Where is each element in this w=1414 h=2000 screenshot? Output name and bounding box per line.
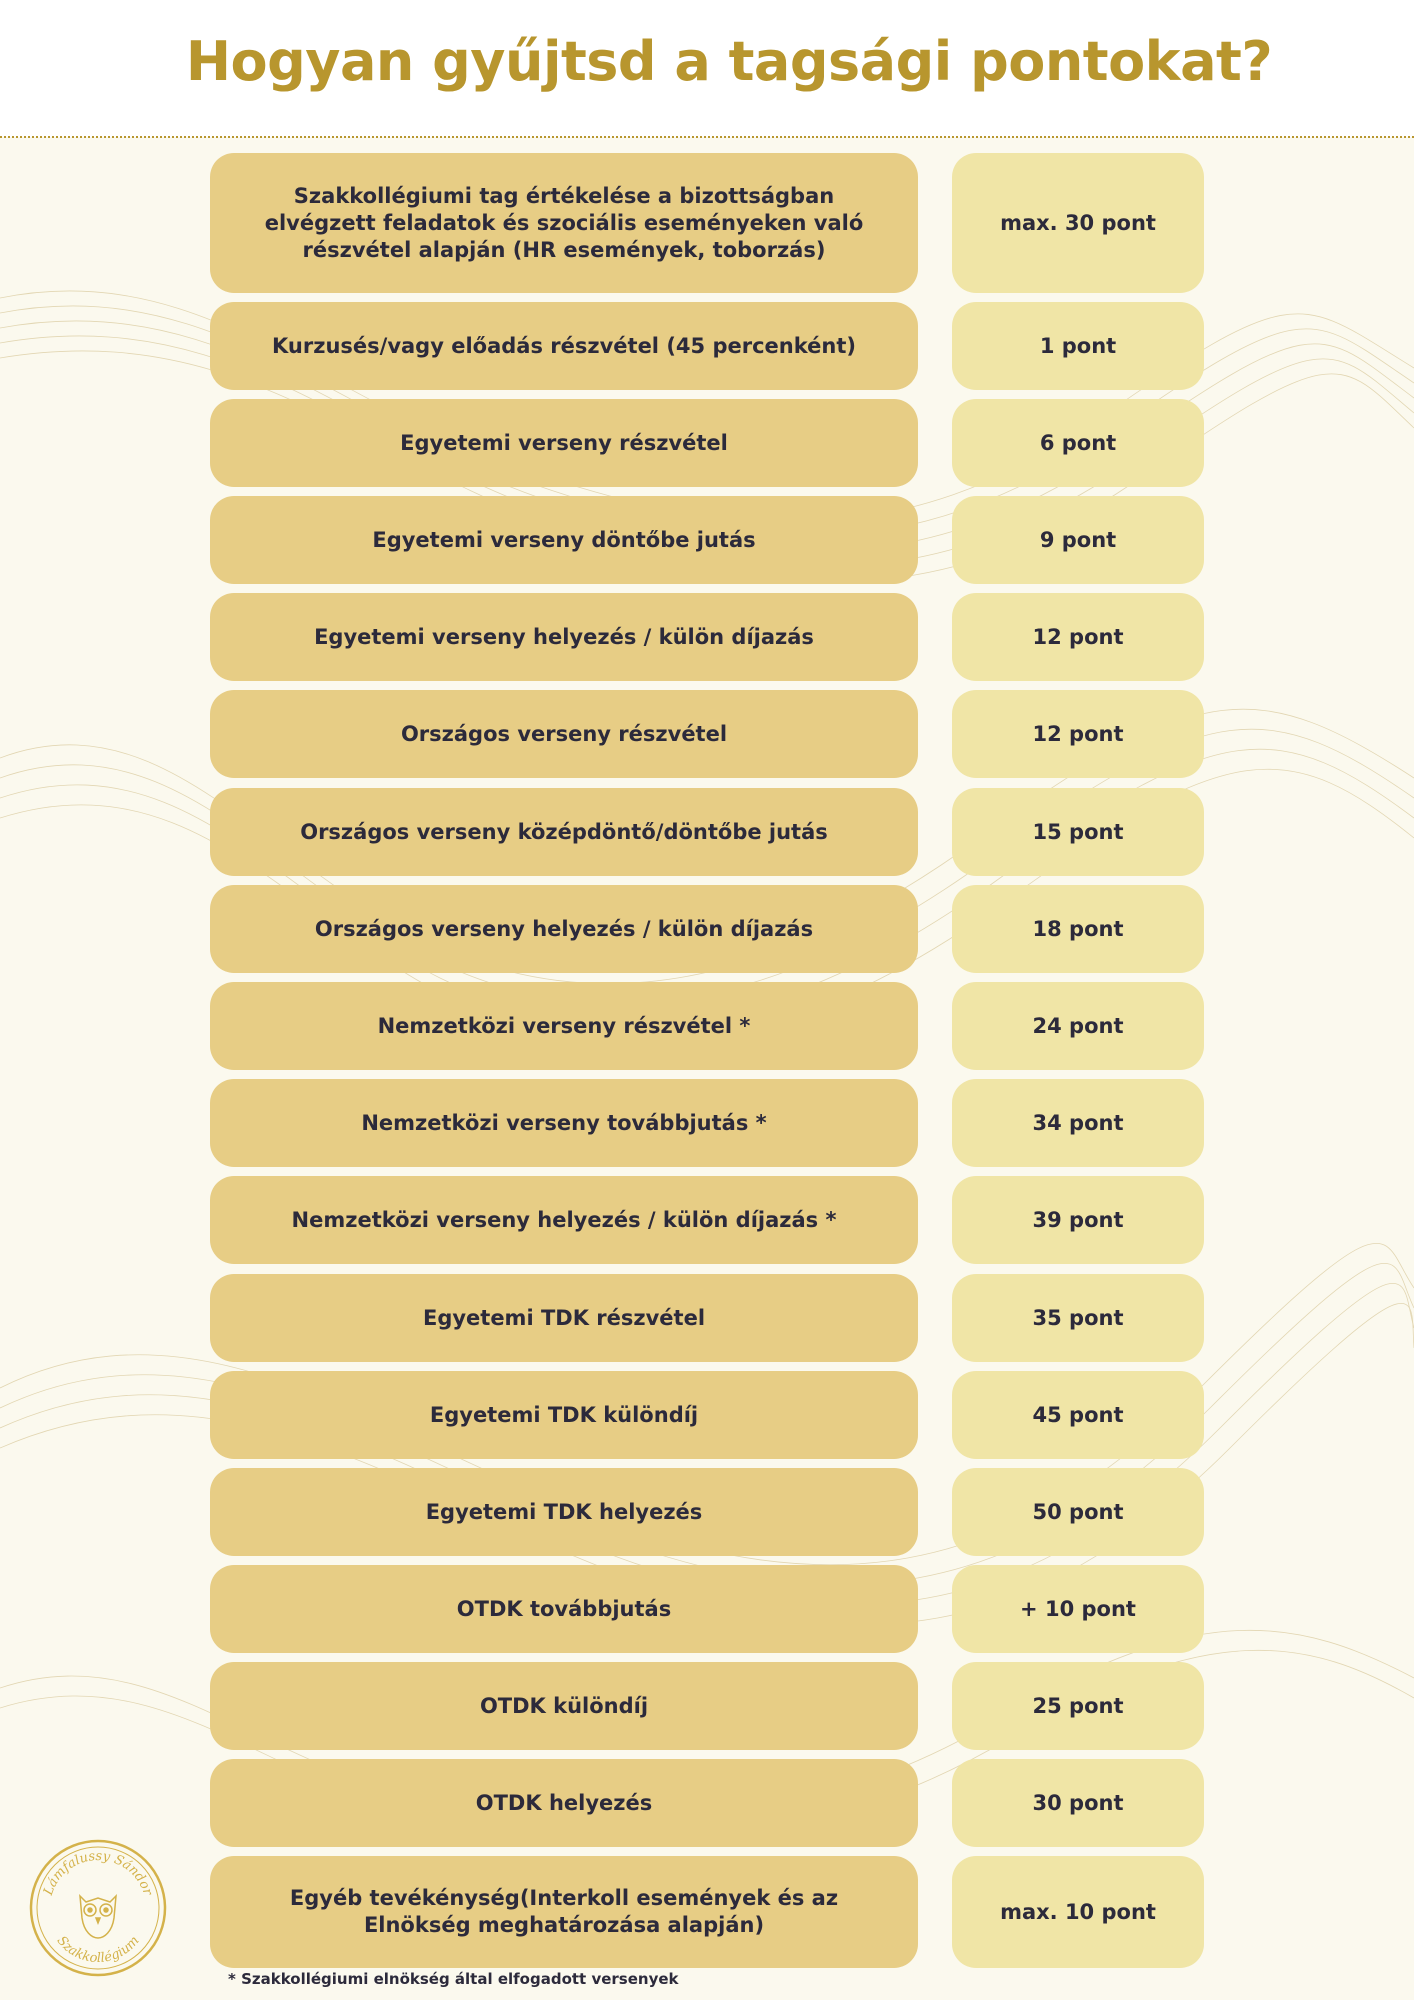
table-row bbox=[0, 1662, 1414, 1750]
activity-cell bbox=[210, 399, 918, 487]
table-row bbox=[0, 593, 1414, 681]
activity-label: Nemzetközi verseny részvétel * bbox=[377, 1013, 751, 1038]
svg-text:Lámfalussy Sándor bbox=[41, 1849, 156, 1898]
points-cell bbox=[952, 690, 1204, 778]
page-title: Hogyan gyűjtsd a tagsági pontokat? bbox=[185, 30, 1273, 93]
owl-icon bbox=[80, 1896, 116, 1938]
points-value: 45 pont bbox=[1032, 1402, 1124, 1427]
activity-cell bbox=[210, 1371, 918, 1459]
activity-cell bbox=[210, 496, 918, 584]
points-value: 50 pont bbox=[1032, 1499, 1124, 1524]
points-value: 15 pont bbox=[1032, 819, 1124, 844]
activity-label: Nemzetközi verseny helyezés / külön díjazás * bbox=[291, 1207, 837, 1232]
points-cell bbox=[952, 1274, 1204, 1362]
activity-label: Egyetemi TDK részvétel bbox=[422, 1305, 706, 1330]
activity-label: Szakkollégiumi tag értékelése a bizottságban elvégzett feladatok és szociális eseményeken való részvétel alapján (HR események, toborzás) bbox=[264, 183, 864, 262]
activity-cell bbox=[210, 1274, 918, 1362]
activity-cell bbox=[210, 885, 918, 973]
activity-cell bbox=[210, 1565, 918, 1653]
table-row bbox=[0, 1468, 1414, 1556]
table-row bbox=[0, 788, 1414, 876]
points-value: 34 pont bbox=[1032, 1110, 1124, 1135]
activity-label: Országos verseny helyezés / külön díjazás bbox=[314, 916, 814, 941]
activity-cell bbox=[210, 1079, 918, 1167]
points-value: 25 pont bbox=[1032, 1693, 1124, 1718]
table-row bbox=[0, 399, 1414, 487]
points-value: 9 pont bbox=[1039, 527, 1117, 552]
table-row bbox=[0, 1176, 1414, 1264]
points-cell bbox=[952, 1079, 1204, 1167]
table-row bbox=[0, 982, 1414, 1070]
table-row bbox=[0, 1856, 1414, 1968]
points-cell bbox=[952, 1371, 1204, 1459]
activity-cell bbox=[210, 690, 918, 778]
table-row bbox=[0, 1759, 1414, 1847]
seal-top-text: Lámfalussy Sándor bbox=[41, 1848, 156, 1898]
activity-label: OTDK különdíj bbox=[479, 1693, 649, 1718]
points-cell bbox=[952, 1856, 1204, 1968]
activity-cell bbox=[210, 593, 918, 681]
points-cell bbox=[952, 1759, 1204, 1847]
points-cell bbox=[952, 1468, 1204, 1556]
points-value: 35 pont bbox=[1032, 1305, 1124, 1330]
activity-label: Egyetemi TDK helyezés bbox=[425, 1499, 703, 1524]
points-value: 6 pont bbox=[1039, 430, 1117, 455]
points-cell bbox=[952, 302, 1204, 390]
activity-cell bbox=[210, 1468, 918, 1556]
table-row bbox=[0, 1274, 1414, 1362]
table-row bbox=[0, 885, 1414, 973]
activity-label: Egyetemi TDK különdíj bbox=[429, 1402, 699, 1427]
points-value: 12 pont bbox=[1032, 721, 1124, 746]
activity-label: Nemzetközi verseny továbbjutás * bbox=[361, 1110, 767, 1135]
points-cell bbox=[952, 399, 1204, 487]
szakkollegium-seal-logo bbox=[28, 1838, 168, 1978]
activity-cell bbox=[210, 1759, 918, 1847]
activity-label: OTDK továbbjutás bbox=[456, 1596, 672, 1621]
points-value: 12 pont bbox=[1032, 624, 1124, 649]
activity-label: OTDK helyezés bbox=[475, 1790, 653, 1815]
activity-cell bbox=[210, 788, 918, 876]
activity-cell bbox=[210, 153, 918, 293]
points-cell bbox=[952, 1662, 1204, 1750]
footnote: * Szakkollégiumi elnökség által elfogadott versenyek bbox=[228, 1970, 679, 1988]
points-value: 24 pont bbox=[1032, 1013, 1124, 1038]
points-value: 18 pont bbox=[1032, 916, 1124, 941]
points-cell bbox=[952, 1565, 1204, 1653]
points-value: 30 pont bbox=[1032, 1790, 1124, 1815]
activity-cell bbox=[210, 1176, 918, 1264]
points-cell bbox=[952, 982, 1204, 1070]
points-value: + 10 pont bbox=[1020, 1596, 1136, 1621]
activity-cell bbox=[210, 982, 918, 1070]
activity-label: Egyetemi verseny döntőbe jutás bbox=[372, 527, 756, 552]
activity-label: Egyetemi verseny helyezés / külön díjazás bbox=[314, 624, 814, 649]
activity-cell bbox=[210, 1662, 918, 1750]
seal-bottom-text: Szakkollégium bbox=[53, 1933, 143, 1967]
points-cell bbox=[952, 1176, 1204, 1264]
activity-label: Országos verseny középdöntő/döntőbe jutás bbox=[300, 819, 828, 844]
table-row bbox=[0, 1565, 1414, 1653]
table-row bbox=[0, 690, 1414, 778]
table-row bbox=[0, 1371, 1414, 1459]
points-value: 1 pont bbox=[1039, 333, 1117, 358]
table-row bbox=[0, 153, 1414, 293]
points-cell bbox=[952, 496, 1204, 584]
activity-cell bbox=[210, 302, 918, 390]
points-value: max. 10 pont bbox=[1000, 1899, 1156, 1924]
points-cell bbox=[952, 593, 1204, 681]
activity-label: Egyéb tevékénység(Interkoll események és az Elnökség meghatározása alapján) bbox=[289, 1886, 839, 1937]
activity-label: Egyetemi verseny részvétel bbox=[400, 430, 728, 455]
table-row bbox=[0, 496, 1414, 584]
activity-cell bbox=[210, 1856, 918, 1968]
points-cell bbox=[952, 788, 1204, 876]
points-cell bbox=[952, 153, 1204, 293]
points-cell bbox=[952, 885, 1204, 973]
table-row bbox=[0, 1079, 1414, 1167]
activity-label: Kurzusés/vagy előadás részvétel (45 percenként) bbox=[272, 333, 856, 358]
points-value: 39 pont bbox=[1032, 1207, 1124, 1232]
points-value: max. 30 pont bbox=[1000, 210, 1156, 235]
activity-label: Országos verseny részvétel bbox=[400, 721, 728, 746]
table-row bbox=[0, 302, 1414, 390]
